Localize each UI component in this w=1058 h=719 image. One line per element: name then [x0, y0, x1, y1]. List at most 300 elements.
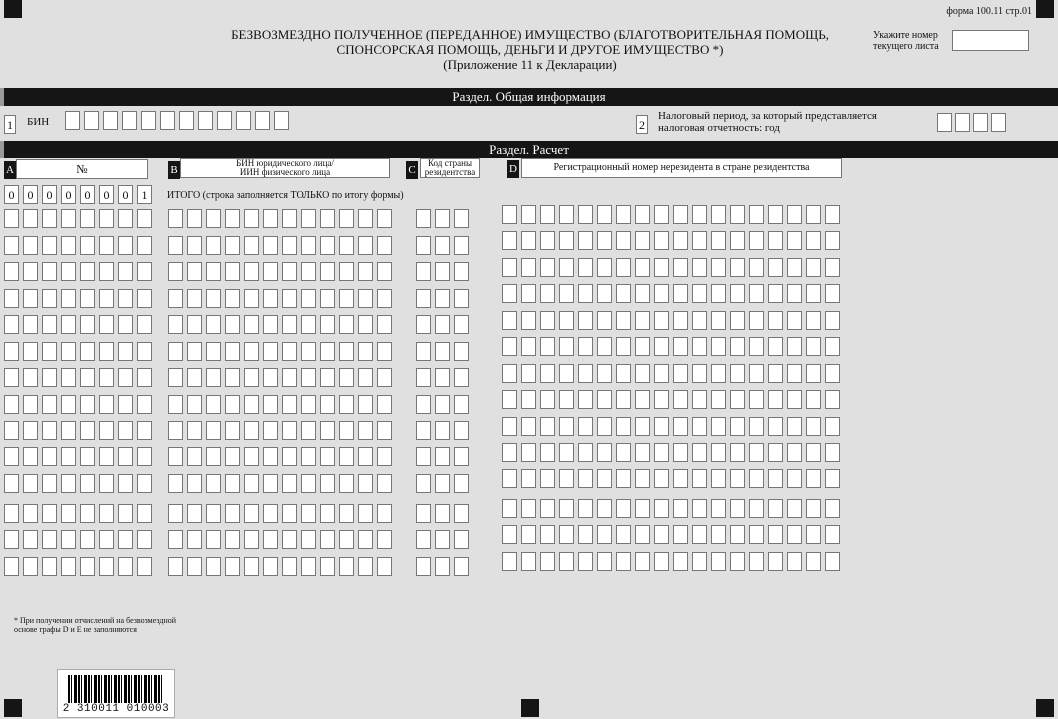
col-b-cell[interactable] [282, 504, 297, 523]
col-b-cell[interactable] [187, 395, 202, 414]
col-a-cell[interactable] [61, 315, 76, 334]
col-d-cell[interactable] [540, 525, 555, 544]
col-d-cell[interactable] [730, 337, 745, 356]
col-b-cell[interactable] [282, 315, 297, 334]
col-d-cell[interactable] [673, 552, 688, 571]
col-d-cell[interactable] [616, 337, 631, 356]
col-d-cell[interactable] [825, 525, 840, 544]
col-b-cell[interactable] [377, 504, 392, 523]
col-a-cell[interactable] [4, 368, 19, 387]
col-b-cell[interactable] [244, 262, 259, 281]
col-b-cell[interactable] [225, 395, 240, 414]
col-d-cell[interactable] [559, 499, 574, 518]
col-a-cell[interactable] [80, 504, 95, 523]
col-d-cell[interactable] [692, 205, 707, 224]
col-a-cell[interactable] [23, 504, 38, 523]
col-d-cell[interactable] [806, 258, 821, 277]
col-b-cell[interactable] [320, 447, 335, 466]
col-d-cell[interactable] [635, 284, 650, 303]
col-a-cell[interactable] [80, 236, 95, 255]
col-b-cell[interactable] [282, 236, 297, 255]
col-b-cell[interactable] [225, 315, 240, 334]
col-d-cell[interactable] [502, 311, 517, 330]
col-c-cell[interactable] [416, 447, 431, 466]
col-a-cell[interactable] [42, 557, 57, 576]
col-d-cell[interactable] [787, 364, 802, 383]
col-b-cell[interactable] [244, 504, 259, 523]
col-b-cell[interactable] [263, 289, 278, 308]
col-a-cell[interactable] [80, 289, 95, 308]
col-b-cell[interactable] [225, 421, 240, 440]
col-d-cell[interactable] [749, 499, 764, 518]
col-d-cell[interactable] [635, 364, 650, 383]
col-d-cell[interactable] [711, 417, 726, 436]
col-b-cell[interactable] [282, 368, 297, 387]
col-b-cell[interactable] [206, 209, 221, 228]
col-b-cell[interactable] [339, 421, 354, 440]
col-d-cell[interactable] [768, 552, 783, 571]
col-a-cell[interactable] [99, 342, 114, 361]
col-b-cell[interactable] [206, 236, 221, 255]
col-d-cell[interactable] [654, 231, 669, 250]
col-b-cell[interactable] [206, 557, 221, 576]
col-a-cell[interactable] [118, 395, 133, 414]
col-d-cell[interactable] [787, 469, 802, 488]
col-a-cell[interactable] [118, 474, 133, 493]
col-b-cell[interactable] [301, 315, 316, 334]
col-d-cell[interactable] [521, 443, 536, 462]
col-d-cell[interactable] [787, 390, 802, 409]
col-a-cell[interactable] [4, 209, 19, 228]
col-d-cell[interactable] [749, 525, 764, 544]
col-d-cell[interactable] [597, 364, 612, 383]
col-d-cell[interactable] [806, 417, 821, 436]
col-d-cell[interactable] [654, 311, 669, 330]
col-a-cell[interactable] [23, 447, 38, 466]
col-d-cell[interactable] [597, 337, 612, 356]
col-b-cell[interactable] [168, 236, 183, 255]
col-d-cell[interactable] [559, 231, 574, 250]
col-d-cell[interactable] [692, 552, 707, 571]
col-c-cell[interactable] [435, 557, 450, 576]
col-a-cell[interactable] [4, 504, 19, 523]
col-b-cell[interactable] [377, 289, 392, 308]
col-d-cell[interactable] [502, 231, 517, 250]
col-d-cell[interactable] [711, 552, 726, 571]
col-b-cell[interactable] [206, 530, 221, 549]
col-a-cell[interactable] [42, 342, 57, 361]
col-a-cell[interactable] [4, 447, 19, 466]
col-b-cell[interactable] [358, 209, 373, 228]
col-b-cell[interactable] [358, 368, 373, 387]
col-d-cell[interactable] [768, 231, 783, 250]
col-d-cell[interactable] [578, 284, 593, 303]
bin-digit-cell[interactable] [122, 111, 137, 130]
col-d-cell[interactable] [616, 443, 631, 462]
col-d-cell[interactable] [616, 284, 631, 303]
col-b-cell[interactable] [244, 530, 259, 549]
col-a-cell[interactable] [118, 315, 133, 334]
col-d-cell[interactable] [711, 390, 726, 409]
col-b-cell[interactable] [282, 530, 297, 549]
col-b-cell[interactable] [225, 209, 240, 228]
col-d-cell[interactable] [749, 417, 764, 436]
col-b-cell[interactable] [263, 315, 278, 334]
col-d-cell[interactable] [806, 364, 821, 383]
col-d-cell[interactable] [673, 443, 688, 462]
col-a-cell[interactable] [42, 447, 57, 466]
col-d-cell[interactable] [654, 525, 669, 544]
col-a-cell[interactable] [42, 504, 57, 523]
col-d-cell[interactable] [749, 364, 764, 383]
col-d-cell[interactable] [578, 231, 593, 250]
col-a-cell[interactable] [137, 289, 152, 308]
col-b-cell[interactable] [339, 236, 354, 255]
col-d-cell[interactable] [521, 417, 536, 436]
col-d-cell[interactable] [692, 364, 707, 383]
col-d-cell[interactable] [768, 499, 783, 518]
col-d-cell[interactable] [559, 390, 574, 409]
col-c-cell[interactable] [435, 315, 450, 334]
col-d-cell[interactable] [540, 311, 555, 330]
col-d-cell[interactable] [559, 205, 574, 224]
col-b-cell[interactable] [206, 289, 221, 308]
col-b-cell[interactable] [263, 530, 278, 549]
col-d-cell[interactable] [559, 337, 574, 356]
col-d-cell[interactable] [749, 337, 764, 356]
col-b-cell[interactable] [187, 262, 202, 281]
col-b-cell[interactable] [187, 530, 202, 549]
col-a-cell[interactable] [80, 421, 95, 440]
col-d-cell[interactable] [635, 311, 650, 330]
col-b-cell[interactable] [339, 557, 354, 576]
col-a-cell[interactable] [99, 557, 114, 576]
col-b-cell[interactable] [339, 447, 354, 466]
col-b-cell[interactable] [263, 395, 278, 414]
col-b-cell[interactable] [225, 557, 240, 576]
col-d-cell[interactable] [825, 311, 840, 330]
col-d-cell[interactable] [635, 231, 650, 250]
col-d-cell[interactable] [654, 258, 669, 277]
col-a-cell[interactable] [80, 395, 95, 414]
col-d-cell[interactable] [654, 284, 669, 303]
col-d-cell[interactable] [616, 499, 631, 518]
bin-digit-cell[interactable] [198, 111, 213, 130]
col-a-cell[interactable] [42, 262, 57, 281]
col-b-cell[interactable] [282, 421, 297, 440]
col-d-cell[interactable] [749, 231, 764, 250]
col-d-cell[interactable] [521, 284, 536, 303]
col-d-cell[interactable] [578, 443, 593, 462]
col-d-cell[interactable] [673, 499, 688, 518]
col-a-cell[interactable] [118, 236, 133, 255]
year-digit-cell[interactable] [937, 113, 952, 132]
col-d-cell[interactable] [616, 417, 631, 436]
col-d-cell[interactable] [673, 258, 688, 277]
col-d-cell[interactable] [825, 499, 840, 518]
col-a-cell[interactable] [137, 342, 152, 361]
col-d-cell[interactable] [502, 469, 517, 488]
col-a-cell[interactable] [42, 289, 57, 308]
col-b-cell[interactable] [244, 289, 259, 308]
col-b-cell[interactable] [377, 315, 392, 334]
col-b-cell[interactable] [168, 530, 183, 549]
col-b-cell[interactable] [187, 209, 202, 228]
col-b-cell[interactable] [358, 504, 373, 523]
col-d-cell[interactable] [597, 469, 612, 488]
col-d-cell[interactable] [692, 525, 707, 544]
col-a-cell[interactable] [118, 447, 133, 466]
bin-digit-cell[interactable] [84, 111, 99, 130]
col-a-cell[interactable] [61, 557, 76, 576]
col-d-cell[interactable] [787, 205, 802, 224]
col-a-cell[interactable] [99, 289, 114, 308]
col-d-cell[interactable] [768, 390, 783, 409]
col-a-cell[interactable] [61, 236, 76, 255]
col-d-cell[interactable] [521, 390, 536, 409]
col-d-cell[interactable] [597, 417, 612, 436]
col-d-cell[interactable] [730, 258, 745, 277]
col-c-cell[interactable] [454, 447, 469, 466]
col-b-cell[interactable] [282, 395, 297, 414]
col-d-cell[interactable] [635, 258, 650, 277]
col-d-cell[interactable] [559, 258, 574, 277]
col-a-cell[interactable] [61, 474, 76, 493]
bin-digit-cell[interactable] [103, 111, 118, 130]
col-b-cell[interactable] [263, 236, 278, 255]
col-a-cell[interactable] [99, 530, 114, 549]
col-b-cell[interactable] [339, 315, 354, 334]
bin-digit-cell[interactable] [255, 111, 270, 130]
col-a-cell[interactable] [80, 315, 95, 334]
col-b-cell[interactable] [320, 262, 335, 281]
col-d-cell[interactable] [635, 525, 650, 544]
col-b-cell[interactable] [206, 368, 221, 387]
col-b-cell[interactable] [358, 421, 373, 440]
col-d-cell[interactable] [597, 311, 612, 330]
col-d-cell[interactable] [730, 231, 745, 250]
col-d-cell[interactable] [654, 443, 669, 462]
sheet-number-field[interactable] [952, 30, 1029, 51]
col-a-cell[interactable] [23, 474, 38, 493]
col-a-cell[interactable] [137, 474, 152, 493]
col-d-cell[interactable] [597, 390, 612, 409]
col-d-cell[interactable] [502, 364, 517, 383]
col-d-cell[interactable] [673, 364, 688, 383]
col-c-cell[interactable] [454, 209, 469, 228]
col-b-cell[interactable] [320, 368, 335, 387]
col-a-cell[interactable] [118, 557, 133, 576]
col-d-cell[interactable] [825, 390, 840, 409]
col-d-cell[interactable] [730, 364, 745, 383]
col-b-cell[interactable] [225, 504, 240, 523]
col-d-cell[interactable] [635, 390, 650, 409]
col-d-cell[interactable] [521, 525, 536, 544]
col-a-cell[interactable] [99, 236, 114, 255]
col-b-cell[interactable] [320, 421, 335, 440]
col-c-cell[interactable] [435, 342, 450, 361]
col-d-cell[interactable] [768, 417, 783, 436]
col-d-cell[interactable] [787, 311, 802, 330]
col-a-cell[interactable] [137, 557, 152, 576]
col-c-cell[interactable] [454, 342, 469, 361]
col-b-cell[interactable] [320, 236, 335, 255]
col-c-cell[interactable] [435, 209, 450, 228]
col-b-cell[interactable] [244, 368, 259, 387]
col-d-cell[interactable] [502, 390, 517, 409]
col-d-cell[interactable] [825, 231, 840, 250]
col-d-cell[interactable] [806, 284, 821, 303]
col-d-cell[interactable] [502, 499, 517, 518]
col-c-cell[interactable] [416, 289, 431, 308]
col-d-cell[interactable] [540, 205, 555, 224]
col-b-cell[interactable] [358, 289, 373, 308]
row-number-digit[interactable]: 0 [99, 185, 114, 204]
col-d-cell[interactable] [521, 337, 536, 356]
col-b-cell[interactable] [244, 236, 259, 255]
col-d-cell[interactable] [692, 390, 707, 409]
col-a-cell[interactable] [42, 421, 57, 440]
col-a-cell[interactable] [137, 236, 152, 255]
col-d-cell[interactable] [787, 552, 802, 571]
col-b-cell[interactable] [320, 504, 335, 523]
col-a-cell[interactable] [80, 557, 95, 576]
col-d-cell[interactable] [673, 337, 688, 356]
col-b-cell[interactable] [263, 209, 278, 228]
col-d-cell[interactable] [749, 258, 764, 277]
col-b-cell[interactable] [320, 209, 335, 228]
col-d-cell[interactable] [711, 205, 726, 224]
col-b-cell[interactable] [377, 236, 392, 255]
col-d-cell[interactable] [692, 311, 707, 330]
col-a-cell[interactable] [4, 342, 19, 361]
col-b-cell[interactable] [168, 315, 183, 334]
col-a-cell[interactable] [118, 368, 133, 387]
col-a-cell[interactable] [137, 395, 152, 414]
col-b-cell[interactable] [301, 447, 316, 466]
col-a-cell[interactable] [61, 504, 76, 523]
col-b-cell[interactable] [225, 262, 240, 281]
col-a-cell[interactable] [4, 262, 19, 281]
col-b-cell[interactable] [263, 447, 278, 466]
col-c-cell[interactable] [416, 315, 431, 334]
col-a-cell[interactable] [99, 474, 114, 493]
col-b-cell[interactable] [225, 289, 240, 308]
col-d-cell[interactable] [654, 552, 669, 571]
col-b-cell[interactable] [320, 289, 335, 308]
col-d-cell[interactable] [711, 231, 726, 250]
col-d-cell[interactable] [635, 337, 650, 356]
col-d-cell[interactable] [616, 205, 631, 224]
col-d-cell[interactable] [540, 364, 555, 383]
col-a-cell[interactable] [23, 342, 38, 361]
col-d-cell[interactable] [578, 364, 593, 383]
col-b-cell[interactable] [301, 236, 316, 255]
col-d-cell[interactable] [692, 417, 707, 436]
col-c-cell[interactable] [435, 421, 450, 440]
col-d-cell[interactable] [711, 284, 726, 303]
col-b-cell[interactable] [282, 262, 297, 281]
col-d-cell[interactable] [806, 552, 821, 571]
col-b-cell[interactable] [301, 530, 316, 549]
col-d-cell[interactable] [521, 258, 536, 277]
col-a-cell[interactable] [137, 368, 152, 387]
col-a-cell[interactable] [61, 447, 76, 466]
col-a-cell[interactable] [61, 368, 76, 387]
col-b-cell[interactable] [301, 504, 316, 523]
col-b-cell[interactable] [358, 315, 373, 334]
col-a-cell[interactable] [4, 530, 19, 549]
col-d-cell[interactable] [692, 337, 707, 356]
col-c-cell[interactable] [416, 504, 431, 523]
col-d-cell[interactable] [787, 337, 802, 356]
col-b-cell[interactable] [301, 395, 316, 414]
col-b-cell[interactable] [358, 557, 373, 576]
col-b-cell[interactable] [244, 209, 259, 228]
col-b-cell[interactable] [187, 368, 202, 387]
col-b-cell[interactable] [263, 262, 278, 281]
col-d-cell[interactable] [597, 284, 612, 303]
col-d-cell[interactable] [825, 443, 840, 462]
col-d-cell[interactable] [711, 311, 726, 330]
col-a-cell[interactable] [99, 395, 114, 414]
col-d-cell[interactable] [521, 364, 536, 383]
col-d-cell[interactable] [749, 469, 764, 488]
col-d-cell[interactable] [768, 469, 783, 488]
col-a-cell[interactable] [99, 421, 114, 440]
col-c-cell[interactable] [416, 262, 431, 281]
col-a-cell[interactable] [61, 421, 76, 440]
col-d-cell[interactable] [768, 443, 783, 462]
col-d-cell[interactable] [597, 499, 612, 518]
col-b-cell[interactable] [358, 236, 373, 255]
col-d-cell[interactable] [730, 552, 745, 571]
col-c-cell[interactable] [416, 530, 431, 549]
col-d-cell[interactable] [502, 258, 517, 277]
col-b-cell[interactable] [206, 262, 221, 281]
col-c-cell[interactable] [435, 395, 450, 414]
col-b-cell[interactable] [301, 342, 316, 361]
col-d-cell[interactable] [502, 284, 517, 303]
bin-digit-cell[interactable] [141, 111, 156, 130]
col-d-cell[interactable] [540, 499, 555, 518]
year-digit-cell[interactable] [973, 113, 988, 132]
col-b-cell[interactable] [301, 557, 316, 576]
col-d-cell[interactable] [749, 443, 764, 462]
col-a-cell[interactable] [99, 209, 114, 228]
col-a-cell[interactable] [61, 395, 76, 414]
col-b-cell[interactable] [206, 315, 221, 334]
col-d-cell[interactable] [749, 390, 764, 409]
col-d-cell[interactable] [578, 311, 593, 330]
col-d-cell[interactable] [616, 390, 631, 409]
col-b-cell[interactable] [225, 530, 240, 549]
col-d-cell[interactable] [578, 552, 593, 571]
col-a-cell[interactable] [23, 557, 38, 576]
col-a-cell[interactable] [118, 530, 133, 549]
col-d-cell[interactable] [559, 469, 574, 488]
col-a-cell[interactable] [80, 209, 95, 228]
bin-digit-cell[interactable] [65, 111, 80, 130]
col-b-cell[interactable] [377, 421, 392, 440]
col-d-cell[interactable] [502, 443, 517, 462]
col-d-cell[interactable] [730, 443, 745, 462]
col-b-cell[interactable] [187, 421, 202, 440]
col-b-cell[interactable] [339, 395, 354, 414]
col-d-cell[interactable] [787, 499, 802, 518]
col-d-cell[interactable] [768, 364, 783, 383]
col-b-cell[interactable] [244, 315, 259, 334]
